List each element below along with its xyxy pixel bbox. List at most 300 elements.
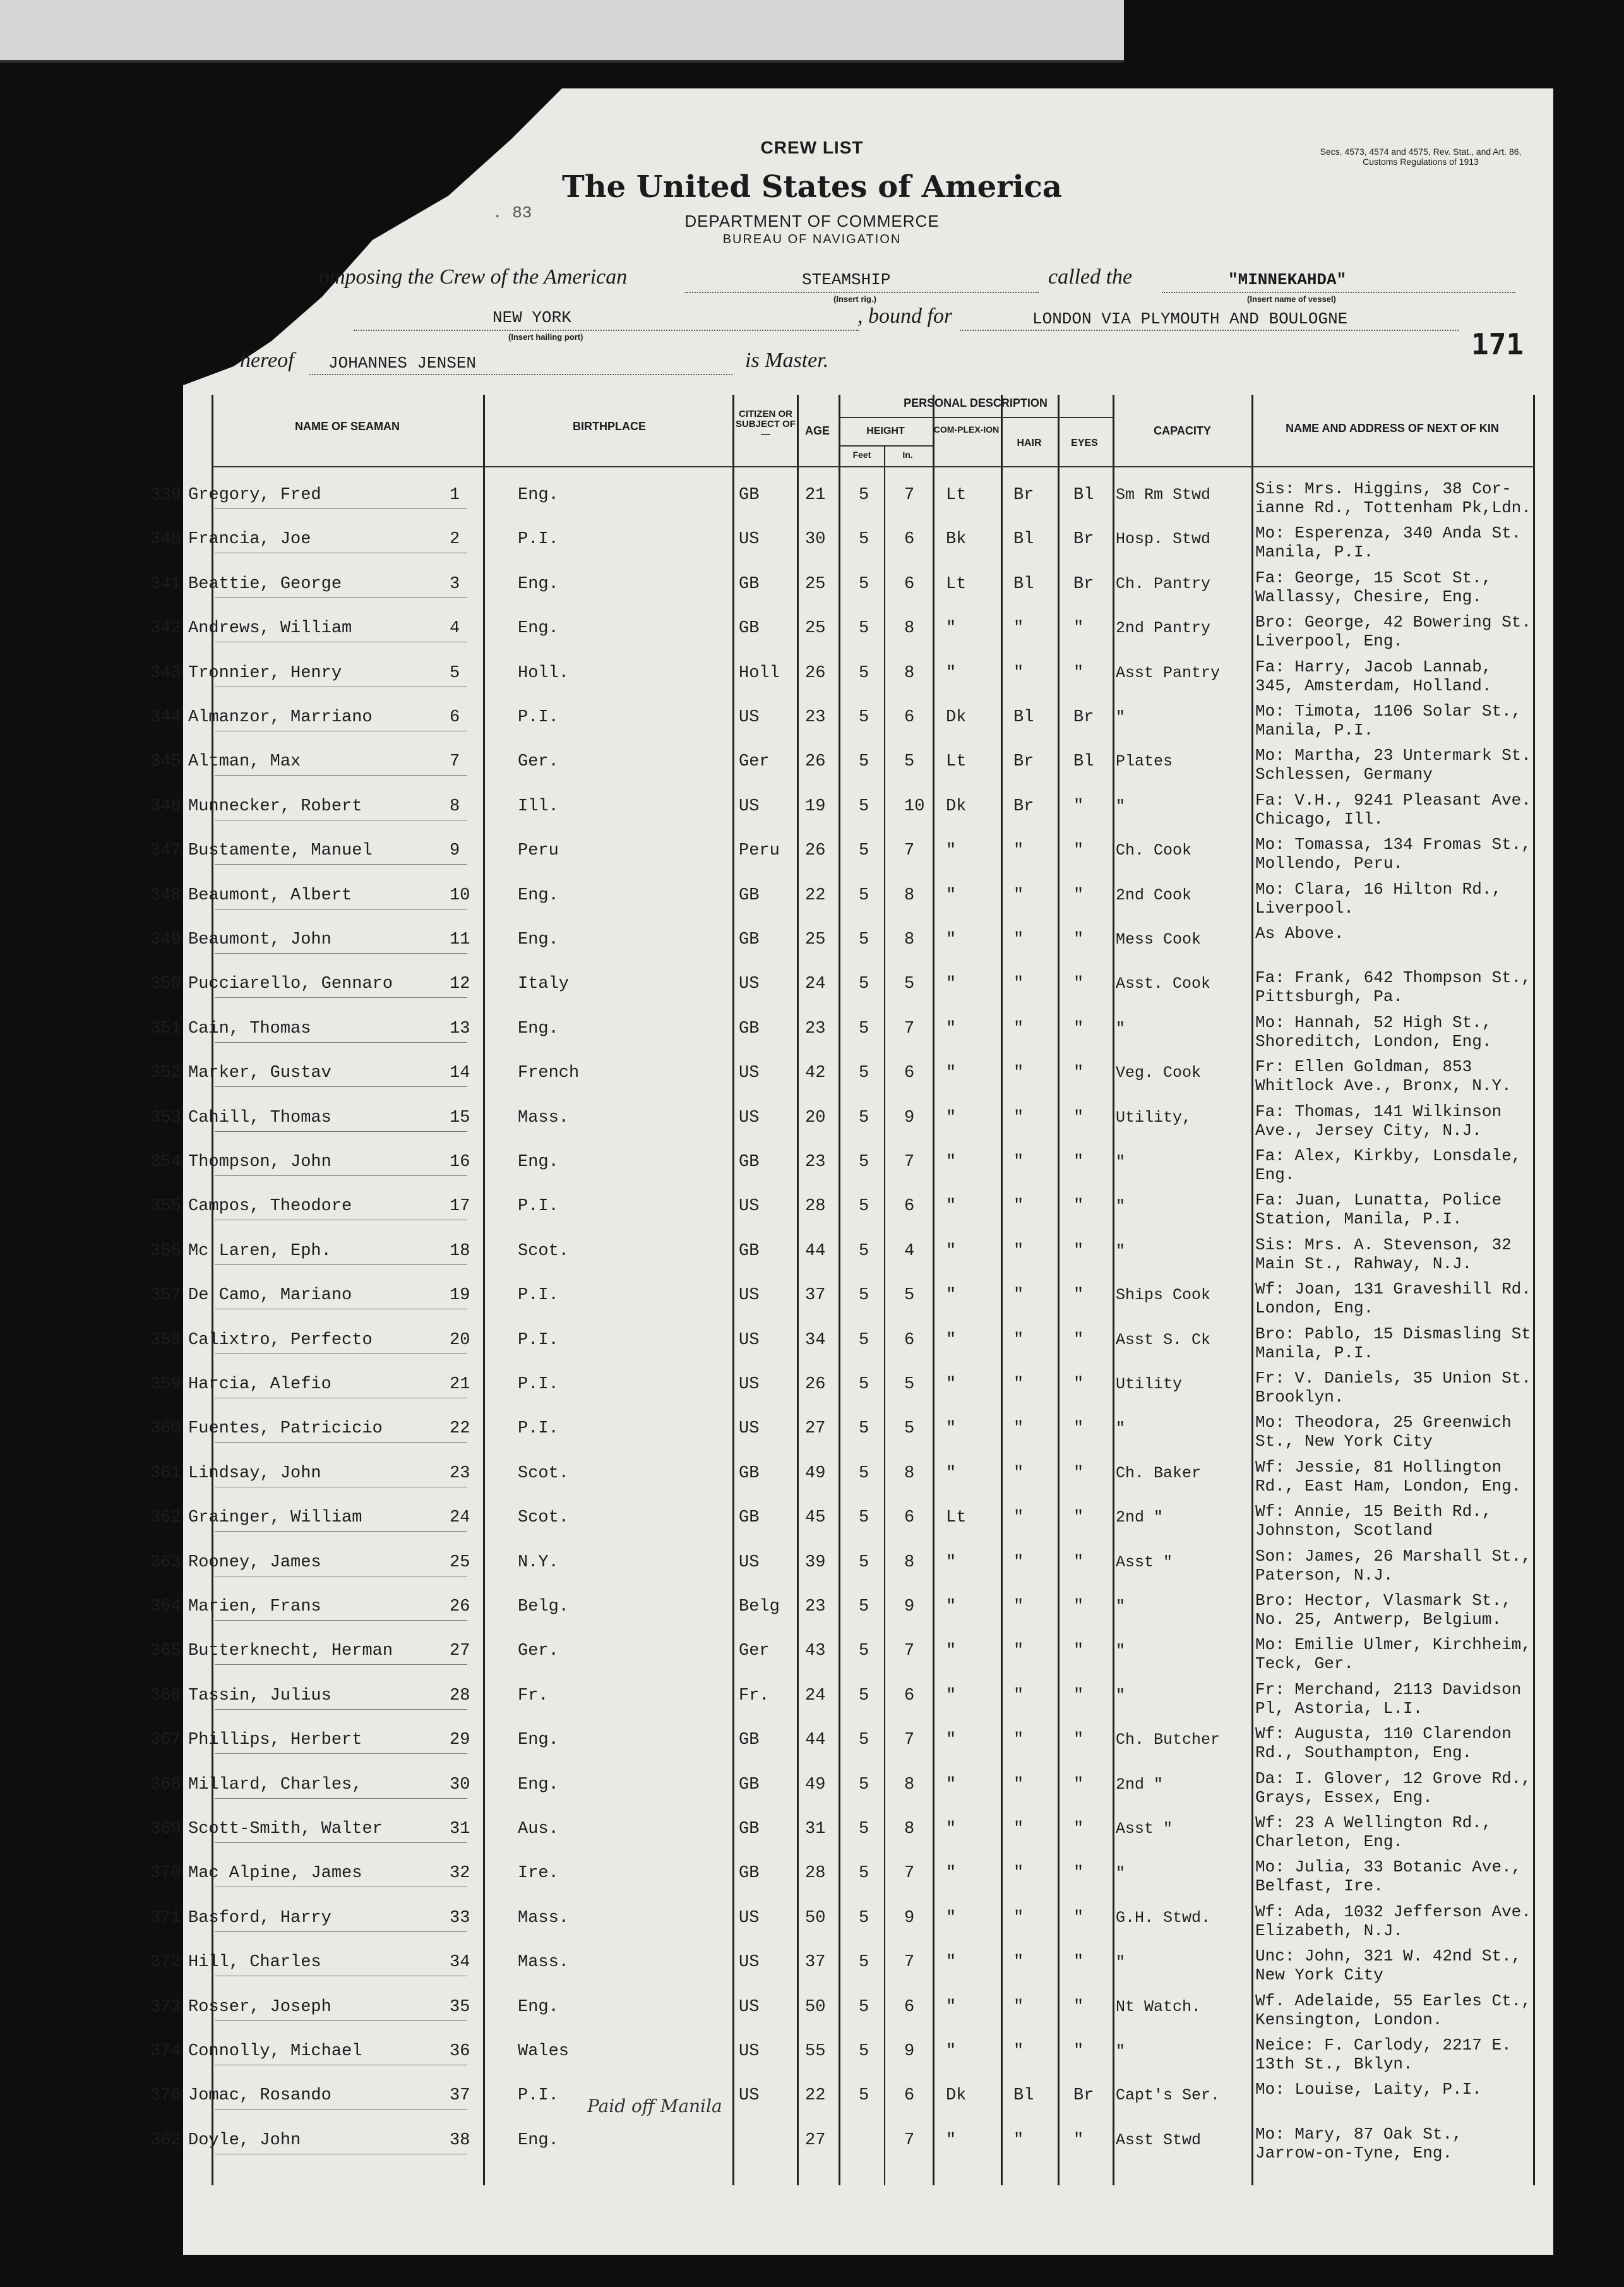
complexion: ": [946, 1553, 957, 1572]
next-of-kin-line1: Mo: Hannah, 52 High St.,: [1255, 1013, 1492, 1032]
capacity: ": [1116, 1864, 1126, 1882]
capacity: Mess Cook: [1116, 930, 1202, 949]
crew-ref: 357: [150, 1286, 181, 1305]
complexion: ": [946, 1597, 957, 1616]
birthplace: Eng.: [518, 619, 559, 638]
eyes: ": [1073, 664, 1084, 683]
height-feet: 5: [859, 1731, 869, 1750]
row-rule: [215, 1086, 467, 1087]
birthplace: Eng.: [518, 1153, 559, 1172]
row-number: 35: [450, 1998, 470, 2017]
row-number: 10: [450, 886, 470, 905]
citizenship: GB: [739, 486, 760, 505]
citizenship: US: [739, 1331, 760, 1350]
age: 25: [805, 930, 826, 949]
eyes: ": [1073, 797, 1084, 816]
port-value: NEW YORK: [493, 308, 571, 327]
row-number: 7: [450, 752, 460, 771]
hair: Bl: [1013, 575, 1034, 594]
crew-ref: 365: [150, 1642, 181, 1660]
height-inches: 7: [904, 841, 915, 860]
birthplace: Ill.: [518, 797, 559, 816]
birthplace: Scot.: [518, 1242, 570, 1261]
eyes: ": [1073, 2042, 1084, 2061]
height-inches: 8: [904, 619, 915, 638]
handwritten-note: Paid off Manila: [587, 2096, 722, 2116]
capacity: Ch. Baker: [1116, 1464, 1202, 1482]
complexion: ": [946, 1998, 957, 2017]
height-feet: 5: [859, 1153, 869, 1172]
next-of-kin-line2: Liverpool, Eng.: [1255, 632, 1404, 651]
complexion: ": [946, 664, 957, 683]
column-divider: [933, 395, 934, 2185]
age: 25: [805, 575, 826, 594]
hair: ": [1013, 1998, 1024, 2017]
height-feet: 5: [859, 841, 869, 860]
seaman-name: Harcia, Alefio: [188, 1375, 331, 1394]
row-rule: [215, 1042, 467, 1043]
eyes: ": [1073, 1909, 1084, 1928]
height-feet: 5: [859, 975, 869, 993]
citizenship: US: [739, 1197, 760, 1216]
height-feet: 5: [859, 1820, 869, 1839]
seaman-name: Campos, Theodore: [188, 1197, 352, 1216]
row-number: 29: [450, 1731, 470, 1750]
row-number: 26: [450, 1597, 470, 1616]
capacity: Utility,: [1116, 1108, 1192, 1127]
birthplace: P.I.: [518, 1331, 559, 1350]
next-of-kin-line1: Mo: Emilie Ulmer, Kirchheim,: [1255, 1635, 1531, 1654]
height-feet: 5: [859, 530, 869, 549]
complexion: ": [946, 1464, 957, 1483]
hair: ": [1013, 2042, 1024, 2061]
col-complexion: COM-PLEX-ION: [933, 424, 1000, 435]
hair: Br: [1013, 486, 1034, 505]
column-divider: [1001, 395, 1003, 2185]
age: 42: [805, 1064, 826, 1083]
citizenship: US: [739, 2086, 760, 2105]
crew-ref: 358: [150, 1331, 181, 1350]
next-of-kin-line2: Wallassy, Chesire, Eng.: [1255, 587, 1482, 606]
next-of-kin-line1: Wf: Ada, 1032 Jefferson Ave.: [1255, 1902, 1531, 1921]
hair: ": [1013, 1197, 1024, 1216]
capacity: ": [1116, 1953, 1126, 1971]
citizenship: Holl: [739, 664, 780, 683]
complexion: ": [946, 1820, 957, 1839]
height-feet: 5: [859, 1419, 869, 1438]
row-rule: [215, 953, 467, 954]
hair: ": [1013, 1597, 1024, 1616]
seaman-name: Andrews, William: [188, 619, 352, 638]
next-of-kin-line1: Bro: Pablo, 15 Dismasling St: [1255, 1324, 1531, 1343]
capacity: Veg. Cook: [1116, 1064, 1202, 1082]
row-rule: [215, 997, 467, 998]
age: 43: [805, 1642, 826, 1660]
citizenship: US: [739, 1375, 760, 1394]
hair: ": [1013, 664, 1024, 683]
crew-ref: 361: [150, 1464, 181, 1483]
row-number: 21: [450, 1375, 470, 1394]
next-of-kin-line1: Fa: Frank, 642 Thompson St.,: [1255, 968, 1531, 987]
crew-ref: 353: [150, 1108, 181, 1127]
capacity: ": [1116, 1642, 1126, 1660]
hair: ": [1013, 1508, 1024, 1527]
next-of-kin-line2: Grays, Essex, Eng.: [1255, 1788, 1433, 1807]
crew-ref: 359: [150, 1375, 181, 1394]
height-inches: 6: [904, 1508, 915, 1527]
hair: ": [1013, 1331, 1024, 1350]
height-feet: 5: [859, 1998, 869, 2017]
eyes: ": [1073, 1998, 1084, 2017]
row-number: 3: [450, 575, 460, 594]
complexion: ": [946, 1108, 957, 1127]
citizenship: US: [739, 708, 760, 727]
citizenship: GB: [739, 886, 760, 905]
next-of-kin-line2: Station, Manila, P.I.: [1255, 1210, 1462, 1228]
capacity: Ch. Pantry: [1116, 575, 1211, 593]
seaman-name: Thompson, John: [188, 1153, 331, 1172]
crew-ref: 343: [150, 664, 181, 683]
next-of-kin-line2: Brooklyn.: [1255, 1388, 1344, 1407]
height-feet: 5: [859, 1375, 869, 1394]
height-inches: 7: [904, 486, 915, 505]
next-of-kin-line1: Mo: Martha, 23 Untermark St.: [1255, 746, 1531, 765]
composing-text: omposing the Crew of the American: [319, 265, 628, 289]
hair: ": [1013, 1464, 1024, 1483]
birthplace: Eng.: [518, 930, 559, 949]
seaman-name: Beaumont, John: [188, 930, 331, 949]
capacity: Nt Watch.: [1116, 1998, 1202, 2016]
row-rule: [215, 1664, 467, 1665]
column-divider: [797, 395, 799, 2185]
complexion: Bk: [946, 530, 967, 549]
next-of-kin-line1: Mo: Julia, 33 Botanic Ave.,: [1255, 1858, 1522, 1876]
hair: ": [1013, 1686, 1024, 1705]
age: 27: [805, 1419, 826, 1438]
seaman-name: Jomac, Rosando: [188, 2086, 331, 2105]
birthplace: Holl.: [518, 664, 570, 683]
hair: ": [1013, 1419, 1024, 1438]
capacity: Asst ": [1116, 1553, 1173, 1571]
eyes: ": [1073, 1642, 1084, 1660]
age: 50: [805, 1909, 826, 1928]
header-bottom-rule: [212, 466, 1534, 467]
column-divider: [483, 395, 485, 2185]
eyes: Br: [1073, 2086, 1094, 2105]
row-number: 19: [450, 1286, 470, 1305]
eyes: ": [1073, 930, 1084, 949]
birthplace: N.Y.: [518, 1553, 559, 1572]
complexion: ": [946, 1419, 957, 1438]
next-of-kin-line1: Da: I. Glover, 12 Grove Rd.,: [1255, 1769, 1531, 1788]
seaman-name: Basford, Harry: [188, 1909, 331, 1928]
row-number: 18: [450, 1242, 470, 1261]
next-of-kin-line1: Mo: Timota, 1106 Solar St.,: [1255, 702, 1522, 721]
capacity: Asst S. Ck: [1116, 1331, 1211, 1349]
port-hint: (Insert hailing port): [508, 332, 583, 342]
seaman-name: Butterknecht, Herman: [188, 1642, 393, 1660]
seaman-name: Mac Alpine, James: [188, 1864, 362, 1883]
height-inches: 8: [904, 664, 915, 683]
header-rule: [839, 417, 1113, 418]
age: 45: [805, 1508, 826, 1527]
complexion: ": [946, 1731, 957, 1750]
eyes: ": [1073, 1153, 1084, 1172]
seaman-name: Scott-Smith, Walter: [188, 1820, 383, 1839]
height-inches: 6: [904, 575, 915, 594]
height-feet: 5: [859, 708, 869, 727]
complexion: ": [946, 1775, 957, 1794]
complexion: ": [946, 1019, 957, 1038]
seaman-name: Fuentes, Patricicio: [188, 1419, 383, 1438]
col-inches: In.: [902, 450, 913, 460]
birthplace: Eng.: [518, 1731, 559, 1750]
column-divider: [1113, 395, 1114, 2185]
destination-underline: [960, 330, 1459, 331]
row-number: 23: [450, 1464, 470, 1483]
age: 23: [805, 1153, 826, 1172]
complexion: ": [946, 1242, 957, 1261]
row-rule: [215, 1753, 467, 1754]
height-inches: 8: [904, 1775, 915, 1794]
crew-ref: 363: [150, 1553, 181, 1572]
eyes: ": [1073, 1197, 1084, 1216]
capacity: Capt's Ser.: [1116, 2086, 1221, 2104]
bound-text: , bound for: [857, 304, 953, 328]
seaman-name: Rosser, Joseph: [188, 1998, 331, 2017]
crew-ref: 342: [150, 619, 181, 638]
capacity: Asst Pantry: [1116, 664, 1221, 682]
statute-reference: Secs. 4573, 4574 and 4575, Rev. Stat., and Art. 86, Customs Regulations of 1913: [1320, 147, 1522, 167]
complexion: ": [946, 1642, 957, 1660]
citizenship: US: [739, 975, 760, 993]
next-of-kin-line2: 13th St., Bklyn.: [1255, 2055, 1413, 2074]
row-number: 32: [450, 1864, 470, 1883]
row-rule: [215, 1442, 467, 1443]
next-of-kin-line2: Chicago, Ill.: [1255, 810, 1383, 829]
height-feet: 5: [859, 886, 869, 905]
col-capacity: CAPACITY: [1154, 424, 1211, 437]
seaman-name: Calixtro, Perfecto: [188, 1331, 373, 1350]
capacity: ": [1116, 1019, 1126, 1038]
row-rule: [215, 2020, 467, 2021]
col-height: HEIGHT: [866, 426, 905, 436]
vessel-value: "MINNEKAHDA": [1228, 270, 1347, 289]
age: 37: [805, 1286, 826, 1305]
age: 49: [805, 1464, 826, 1483]
age: 23: [805, 708, 826, 727]
citizenship: US: [739, 1419, 760, 1438]
scanner-top-strip: [0, 0, 1124, 63]
country-title: The United States of America: [561, 169, 1063, 205]
age: 31: [805, 1820, 826, 1839]
next-of-kin-line1: Wf: 23 A Wellington Rd.,: [1255, 1813, 1492, 1832]
age: 26: [805, 664, 826, 683]
height-feet: 5: [859, 797, 869, 816]
height-inches: 5: [904, 1375, 915, 1394]
birthplace: Eng.: [518, 1998, 559, 2017]
next-of-kin-line2: Johnston, Scotland: [1255, 1521, 1433, 1540]
next-of-kin-line2: Ave., Jersey City, N.J.: [1255, 1121, 1482, 1140]
birthplace: Eng.: [518, 1775, 559, 1794]
next-of-kin-line2: Jarrow-on-Tyne, Eng.: [1255, 2144, 1453, 2163]
row-rule: [215, 1931, 467, 1932]
height-inches: 6: [904, 1331, 915, 1350]
column-divider: [732, 395, 734, 2185]
next-of-kin-line2: 345, Amsterdam, Holland.: [1255, 676, 1492, 695]
col-citizen: CITIZEN OR SUBJECT OF—: [735, 409, 796, 440]
col-hair: HAIR: [1017, 438, 1042, 448]
rig-hint: (Insert rig.): [833, 294, 876, 304]
crew-ref: 351: [150, 1019, 181, 1038]
row-number: 38: [450, 2131, 470, 2150]
col-next-of-kin: NAME AND ADDRESS OF NEXT OF KIN: [1286, 422, 1499, 435]
master-underline: [309, 374, 732, 375]
height-inches: 6: [904, 1998, 915, 2017]
next-of-kin-line1: Mo: Theodora, 25 Greenwich: [1255, 1413, 1512, 1432]
complexion: Lt: [946, 486, 967, 505]
complexion: ": [946, 619, 957, 638]
age: 50: [805, 1998, 826, 2017]
capacity: 2nd Pantry: [1116, 619, 1211, 637]
crew-ref: 367: [150, 1731, 181, 1750]
hair: ": [1013, 1153, 1024, 1172]
age: 30: [805, 530, 826, 549]
next-of-kin-line2: Rd., East Ham, London, Eng.: [1255, 1477, 1522, 1496]
seaman-name: Lindsay, John: [188, 1464, 321, 1483]
crew-ref: 366: [150, 1686, 181, 1705]
row-rule: [215, 1131, 467, 1132]
height-inches: 6: [904, 1686, 915, 1705]
citizenship: GB: [739, 1775, 760, 1794]
next-of-kin-line1: Wf. Adelaide, 55 Earles Ct.,: [1255, 1991, 1531, 2010]
crew-ref: 340: [150, 530, 181, 549]
birthplace: Scot.: [518, 1508, 570, 1527]
next-of-kin-line2: Mollendo, Peru.: [1255, 854, 1404, 873]
hair: ": [1013, 1064, 1024, 1083]
next-of-kin-line1: Son: James, 26 Marshall St.,: [1255, 1547, 1531, 1566]
capacity: Asst Stwd: [1116, 2131, 1202, 2149]
birthplace: Eng.: [518, 886, 559, 905]
complexion: ": [946, 841, 957, 860]
age: 26: [805, 841, 826, 860]
seaman-name: Grainger, William: [188, 1508, 362, 1527]
eyes: ": [1073, 1286, 1084, 1305]
row-number: 31: [450, 1820, 470, 1839]
next-of-kin-line2: Pittsburgh, Pa.: [1255, 987, 1404, 1006]
height-inches: 9: [904, 1597, 915, 1616]
height-feet: 5: [859, 2042, 869, 2061]
col-eyes: EYES: [1071, 438, 1098, 448]
height-inches: 6: [904, 1064, 915, 1083]
height-feet: 5: [859, 1019, 869, 1038]
height-feet: 5: [859, 619, 869, 638]
height-inches: 5: [904, 975, 915, 993]
capacity: Ships Cook: [1116, 1286, 1211, 1304]
birthplace: P.I.: [518, 1419, 559, 1438]
height-feet: 5: [859, 1553, 869, 1572]
row-number: 13: [450, 1019, 470, 1038]
birthplace: P.I.: [518, 708, 559, 727]
birthplace: Ger.: [518, 752, 559, 771]
hair: Bl: [1013, 2086, 1034, 2105]
capacity: Plates: [1116, 752, 1173, 771]
complexion: ": [946, 2131, 957, 2150]
age: 26: [805, 1375, 826, 1394]
next-of-kin-line2: New York City: [1255, 1966, 1383, 1984]
hair: ": [1013, 1642, 1024, 1660]
next-of-kin-line2: Manila, P.I.: [1255, 721, 1374, 740]
height-feet: 5: [859, 1508, 869, 1527]
seaman-name: Millard, Charles,: [188, 1775, 362, 1794]
age: 22: [805, 2086, 826, 2105]
next-of-kin-line1: Fa: Thomas, 141 Wilkinson: [1255, 1102, 1502, 1121]
birthplace: Eng.: [518, 486, 559, 505]
crew-ref: 348: [150, 886, 181, 905]
crew-ref: 362: [150, 1508, 181, 1527]
next-of-kin-line1: Wf: Jessie, 81 Hollington: [1255, 1458, 1502, 1477]
age: 25: [805, 619, 826, 638]
complexion: ": [946, 1953, 957, 1972]
next-of-kin-line1: Fr: Merchand, 2113 Davidson: [1255, 1680, 1522, 1699]
age: 24: [805, 975, 826, 993]
row-number: 1: [450, 486, 460, 505]
crew-ref: 354: [150, 1153, 181, 1172]
birthplace: P.I.: [518, 530, 559, 549]
row-rule: [215, 1531, 467, 1532]
crew-ref: 355: [150, 1197, 181, 1216]
complexion: ": [946, 1864, 957, 1883]
crew-ref: 371: [150, 1909, 181, 1928]
next-of-kin-line2: Charleton, Eng.: [1255, 1832, 1404, 1851]
row-rule: [215, 864, 467, 865]
next-of-kin-line1: Wf: Joan, 131 Graveshill Rd.: [1255, 1280, 1531, 1299]
eyes: ": [1073, 1108, 1084, 1127]
seaman-name: Altman, Max: [188, 752, 301, 771]
age: 28: [805, 1197, 826, 1216]
height-inches: 7: [904, 1953, 915, 1972]
height-feet: 5: [859, 1597, 869, 1616]
next-of-kin-line2: Manila, P.I.: [1255, 543, 1374, 561]
eyes: ": [1073, 1731, 1084, 1750]
seaman-name: Cahill, Thomas: [188, 1108, 331, 1127]
next-of-kin-line2: Rd., Southampton, Eng.: [1255, 1743, 1472, 1762]
seaman-name: Marien, Frans: [188, 1597, 321, 1616]
eyes: ": [1073, 1864, 1084, 1883]
bureau: BUREAU OF NAVIGATION: [722, 232, 902, 246]
next-of-kin-line1: Mo: Clara, 16 Hilton Rd.,: [1255, 880, 1502, 899]
hair: ": [1013, 1953, 1024, 1972]
hair: ": [1013, 619, 1024, 638]
crew-ref: 373: [150, 1998, 181, 2017]
birthplace: Eng.: [518, 575, 559, 594]
eyes: ": [1073, 619, 1084, 638]
height-inches: 8: [904, 1820, 915, 1839]
height-feet: 5: [859, 664, 869, 683]
next-of-kin-line1: Bro: George, 42 Bowering St.: [1255, 613, 1531, 632]
column-divider: [884, 445, 885, 2185]
citizenship: GB: [739, 1731, 760, 1750]
height-feet: 5: [859, 1642, 869, 1660]
next-of-kin-line2: Elizabeth, N.J.: [1255, 1921, 1404, 1940]
row-rule: [215, 1620, 467, 1621]
birthplace: Eng.: [518, 2131, 559, 2150]
row-number: 30: [450, 1775, 470, 1794]
hair: ": [1013, 886, 1024, 905]
crew-ref: 341: [150, 575, 181, 594]
row-number: 11: [450, 930, 470, 949]
col-feet: Feet: [852, 450, 871, 460]
